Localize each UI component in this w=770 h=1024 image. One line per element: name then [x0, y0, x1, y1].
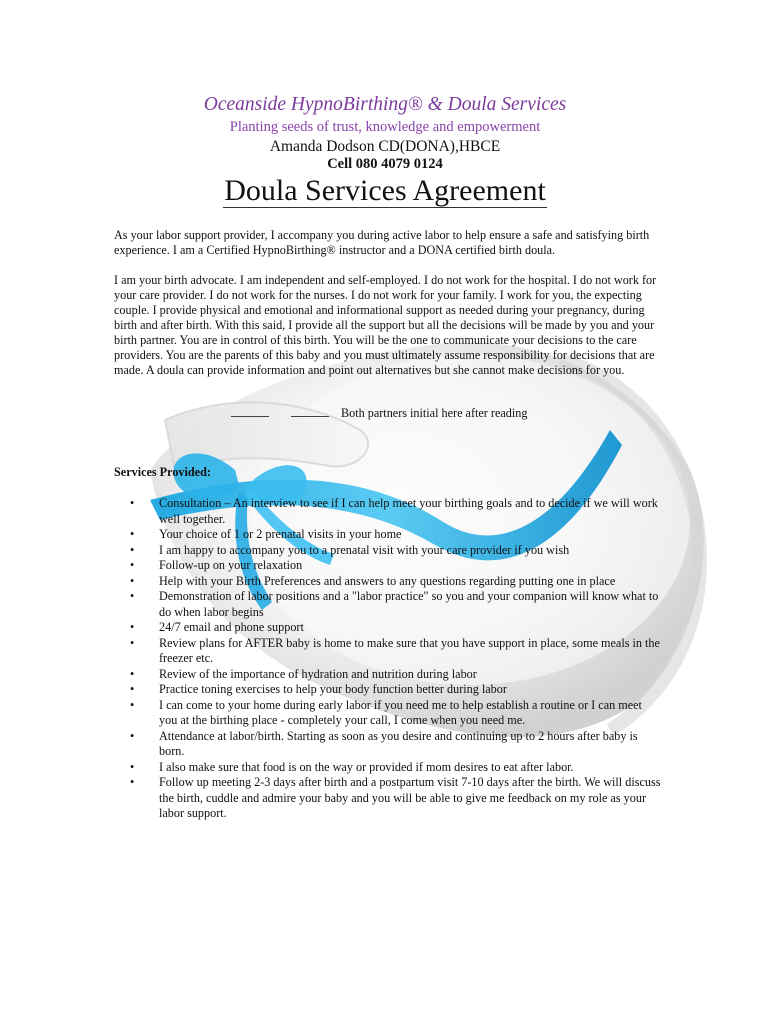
document-title-text: Doula Services Agreement	[224, 174, 546, 207]
list-item: • Help with your Birth Preferences and answers to any questions regarding putting one in place	[114, 574, 662, 590]
list-item: • Consultation – An interview to see if I can help meet your birthing goals and to decide if we will work well together.	[114, 496, 662, 527]
business-tagline: Planting seeds of trust, knowledge and empowerment	[229, 119, 541, 135]
business-name: Oceanside HypnoBirthing® & Doula Services	[203, 94, 567, 115]
phone-number: Cell 080 4079 0124	[327, 156, 443, 172]
initials-line	[231, 406, 527, 421]
initials-note: Both partners initial here after reading	[341, 406, 528, 420]
list-item: • 24/7 email and phone support	[114, 620, 662, 636]
document-title	[0, 174, 770, 208]
list-item: • I can come to your home during early labor if you need me to help establish a routine or I can meet you at the birthing place - completely your call, I come when you need me.	[114, 698, 662, 729]
list-item: • Your choice of 1 or 2 prenatal visits in your home	[114, 527, 662, 543]
provider-name: Amanda Dodson CD(DONA),HBCE	[269, 138, 501, 155]
intro-paragraph: As your labor support provider, I accompany you during active labor to help ensure a safe and satisfying birth experience. I am a Certified HypnoBirthing® instructor and a DONA certified birth doula.	[114, 228, 650, 257]
initial-blank-1[interactable]	[231, 406, 269, 417]
list-item: • Follow up meeting 2-3 days after birth and a postpartum visit 7-10 days after the birth. We will discuss the birth, cuddle and admire your baby and you will be able to give me feedback on my role as your labor support.	[114, 775, 662, 822]
list-item: • Review of the importance of hydration and nutrition during labor	[114, 667, 662, 683]
list-item: • Demonstration of labor positions and a "labor practice" so you and your companion will know what to do when labor begins	[114, 589, 662, 620]
list-item: • Attendance at labor/birth. Starting as soon as you desire and continuing up to 2 hours after baby is born.	[114, 729, 662, 760]
advocate-paragraph: I am your birth advocate. I am independent and self-employed. I do not work for the hospital. I do not work for your care provider. I do not work for the nurses. I do not work for your family. I work for you, the expecting couple. I provide physical and emotional and informational support as needed during your pregnancy, during birth and after birth. With this said, I provide all the support but all the decisions will be made by you and your birth partner. You are in control of this birth. You will be the one to communicate your decisions to the care providers. You are the parents of this baby and you must ultimately assume responsibility for decisions that are made. A doula can provide information and point out alternatives but she cannot make decisions for you.	[114, 273, 657, 377]
list-item: • I am happy to accompany you to a prenatal visit with your care provider if you wish	[114, 543, 662, 559]
list-item: • I also make sure that food is on the way or provided if mom desires to eat after labor.	[114, 760, 662, 776]
list-item: • Review plans for AFTER baby is home to make sure that you have support in place, some meals in the freezer etc.	[114, 636, 662, 667]
list-item: • Practice toning exercises to help your body function better during labor	[114, 682, 662, 698]
services-list	[114, 496, 662, 822]
list-item: • Follow-up on your relaxation	[114, 558, 662, 574]
services-heading: Services Provided:	[114, 465, 211, 479]
initial-blank-2[interactable]	[291, 406, 329, 417]
